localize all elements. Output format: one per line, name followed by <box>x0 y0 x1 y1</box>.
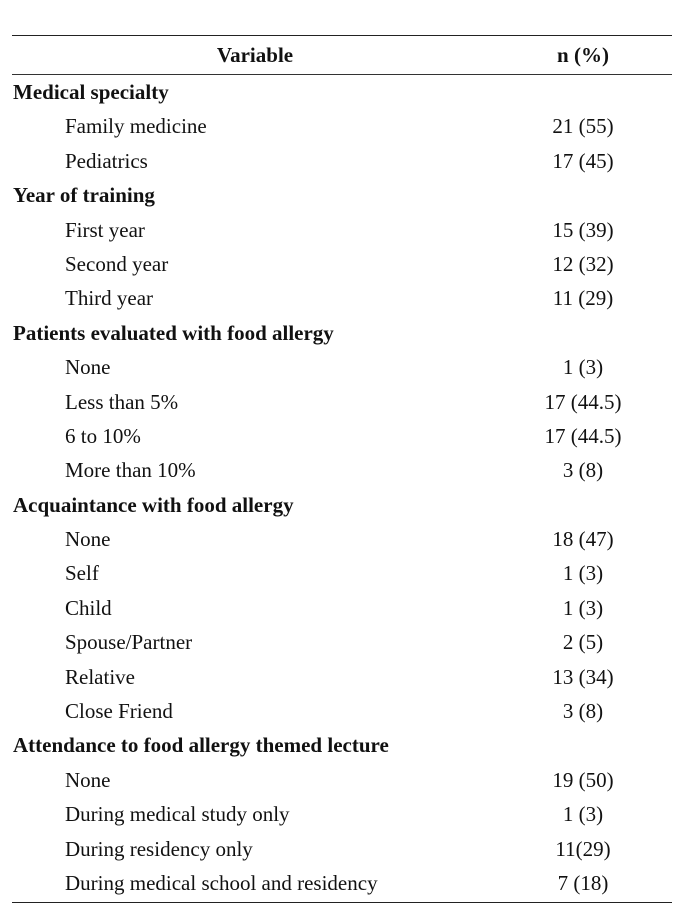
table-row <box>12 556 672 590</box>
table-row <box>12 660 672 694</box>
section-title: Attendance to food allergy themed lecture <box>13 733 389 758</box>
section-title: Year of training <box>13 183 155 208</box>
header-n-percent: n (%) <box>557 43 609 67</box>
table-row <box>12 213 672 247</box>
table-row <box>12 281 672 315</box>
row-label: None <box>65 355 111 380</box>
table-row <box>12 625 672 659</box>
row-value: 1 (3) <box>562 802 604 827</box>
table-row <box>12 832 672 866</box>
section-heading <box>12 316 672 350</box>
row-label: Spouse/Partner <box>65 630 193 655</box>
row-label: Second year <box>65 251 169 276</box>
row-value: 18 (47) <box>552 527 614 552</box>
section-heading <box>12 75 672 109</box>
table-row <box>12 350 672 384</box>
table-row <box>12 591 672 625</box>
table-row <box>12 109 672 143</box>
row-label: During medical school and residency <box>65 870 378 895</box>
table-row <box>12 763 672 797</box>
row-label: Close Friend <box>65 699 173 724</box>
row-value: 2 (5) <box>562 630 604 655</box>
section-heading <box>12 728 672 762</box>
row-label: During medical study only <box>65 802 290 827</box>
row-value: 1 (3) <box>562 355 604 380</box>
row-label: During residency only <box>65 836 253 861</box>
row-value: 11(29) <box>555 836 611 861</box>
data-table <box>12 35 672 903</box>
row-value: 3 (8) <box>562 458 604 483</box>
section-title: Acquaintance with food allergy <box>13 492 294 517</box>
row-label: None <box>65 767 111 792</box>
row-label: Less than 5% <box>65 389 179 414</box>
table-row <box>12 385 672 419</box>
row-label: 6 to 10% <box>65 423 141 448</box>
bottom-rule <box>12 902 672 903</box>
section-heading <box>12 178 672 212</box>
row-value: 1 (3) <box>562 561 604 586</box>
row-value: 17 (45) <box>552 148 614 173</box>
table-header <box>12 36 672 75</box>
table-row <box>12 866 672 900</box>
table-row <box>12 522 672 556</box>
row-value: 19 (50) <box>552 767 614 792</box>
row-label: First year <box>65 217 145 242</box>
table-body <box>12 75 672 900</box>
section-heading <box>12 488 672 522</box>
row-value: 13 (34) <box>552 664 614 689</box>
row-value: 17 (44.5) <box>544 389 622 414</box>
row-value: 3 (8) <box>562 699 604 724</box>
row-value: 11 (29) <box>552 286 614 311</box>
row-label: Pediatrics <box>65 148 148 173</box>
section-title: Patients evaluated with food allergy <box>13 320 334 345</box>
row-label: None <box>65 527 111 552</box>
row-value: 15 (39) <box>552 217 614 242</box>
row-value: 12 (32) <box>552 251 614 276</box>
table-row <box>12 453 672 487</box>
row-value: 1 (3) <box>562 595 604 620</box>
table-row <box>12 797 672 831</box>
table-row <box>12 419 672 453</box>
table-row <box>12 144 672 178</box>
row-value: 21 (55) <box>552 114 614 139</box>
header-variable: Variable <box>216 43 294 67</box>
section-title: Medical specialty <box>13 80 169 104</box>
row-value: 17 (44.5) <box>544 423 622 448</box>
row-label: More than 10% <box>65 458 196 483</box>
table-row <box>12 247 672 281</box>
row-label: Self <box>65 561 99 586</box>
row-label: Relative <box>65 664 135 689</box>
row-label: Child <box>65 595 112 620</box>
row-value: 7 (18) <box>557 870 609 895</box>
table-row <box>12 694 672 728</box>
row-label: Third year <box>65 286 154 311</box>
row-label: Family medicine <box>65 114 207 139</box>
